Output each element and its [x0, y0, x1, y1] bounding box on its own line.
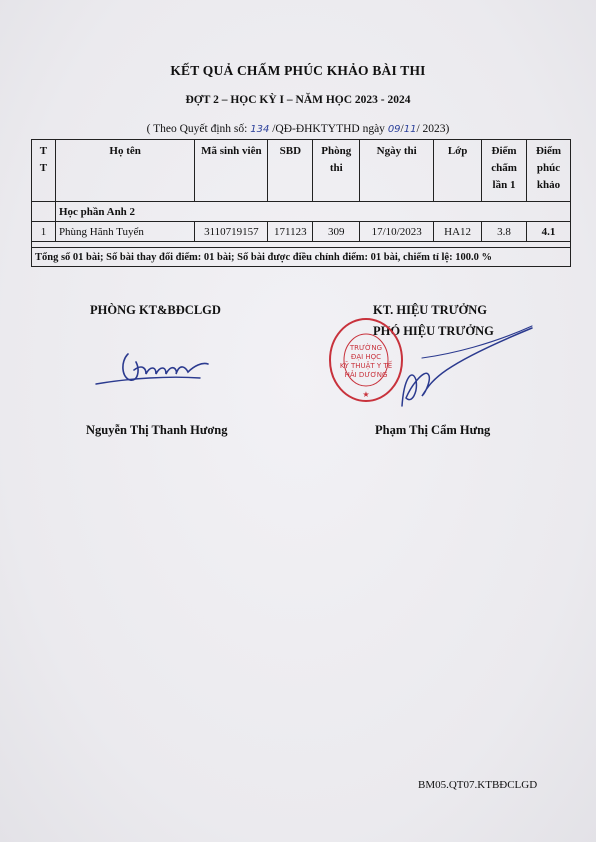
left-signature-title: PHÒNG KT&BĐCLGD [90, 303, 221, 317]
decision-middle: /QĐ-ĐHKTYTHD ngày [272, 123, 385, 135]
stamp-line1: TRƯỜNG [349, 344, 383, 352]
cell-score1: 3.8 [482, 222, 527, 242]
header-tt: T T [32, 140, 56, 202]
header-class: Lớp [434, 140, 482, 202]
right-signature-title-line1: KT. HIỆU TRƯỞNG [373, 303, 488, 317]
cell-student-id: 3110719157 [195, 222, 268, 242]
decision-day: 09 [387, 124, 401, 135]
cell-date: 17/10/2023 [360, 222, 434, 242]
table-row [32, 222, 571, 242]
cell-class: HA12 [434, 222, 482, 242]
document-subtitle: ĐỢT 2 – HỌC KỲ I – NĂM HỌC 2023 - 2024 [185, 94, 411, 106]
decision-slash: / [400, 123, 404, 135]
stamp-line2: ĐẠI HỌC [350, 353, 382, 361]
cell-room: 309 [313, 222, 360, 242]
header-sbd: SBD [268, 140, 313, 202]
cell-sbd: 171123 [268, 222, 313, 242]
header-name: Họ tên [55, 140, 194, 202]
decision-month: 11 [403, 124, 417, 135]
stamp-star: ★ [362, 390, 370, 399]
document-title: KẾT QUẢ CHẤM PHÚC KHẢO BÀI THI [170, 63, 426, 78]
left-signature-image [90, 340, 250, 400]
results-table [31, 139, 571, 267]
stamp-line4: HẢI DƯƠNG [344, 371, 388, 379]
group-label: Học phần Anh 2 [55, 202, 570, 222]
cell-tt: 1 [32, 222, 56, 242]
summary-text: Tổng số 01 bài; Số bài thay đổi điểm: 01 bài; Số bài được điều chỉnh điểm: 01 bài, chiếm tỉ lệ: 100.0 % [32, 248, 571, 267]
right-signature-image [382, 318, 542, 418]
table-header-row [32, 140, 571, 202]
decision-number: 134 [250, 124, 270, 135]
summary-row [32, 248, 571, 267]
decision-prefix: ( Theo Quyết định số: [146, 123, 248, 135]
decision-suffix: / 2023) [416, 123, 450, 135]
left-signer-name: Nguyễn Thị Thanh Hương [86, 423, 228, 437]
cell-name: Phùng Hãnh Tuyển [55, 222, 194, 242]
header-room: Phòng thi [313, 140, 360, 202]
header-date: Ngày thi [360, 140, 434, 202]
header-review-score: Điểm phúc khảo [526, 140, 570, 202]
form-code: BM05.QT07.KTBĐCLGD [418, 779, 538, 791]
cell-review-score: 4.1 [526, 222, 570, 242]
header-score1: Điểm chấm lần 1 [482, 140, 527, 202]
decision-reference [0, 123, 596, 135]
stamp-line3: KỸ THUẬT Y TẾ [339, 362, 393, 370]
group-row [32, 202, 571, 222]
right-signer-name: Phạm Thị Cẩm Hưng [375, 423, 491, 437]
header-student-id: Mã sinh viên [195, 140, 268, 202]
right-signature-title-line2: PHÓ HIỆU TRƯỞNG [373, 324, 494, 338]
